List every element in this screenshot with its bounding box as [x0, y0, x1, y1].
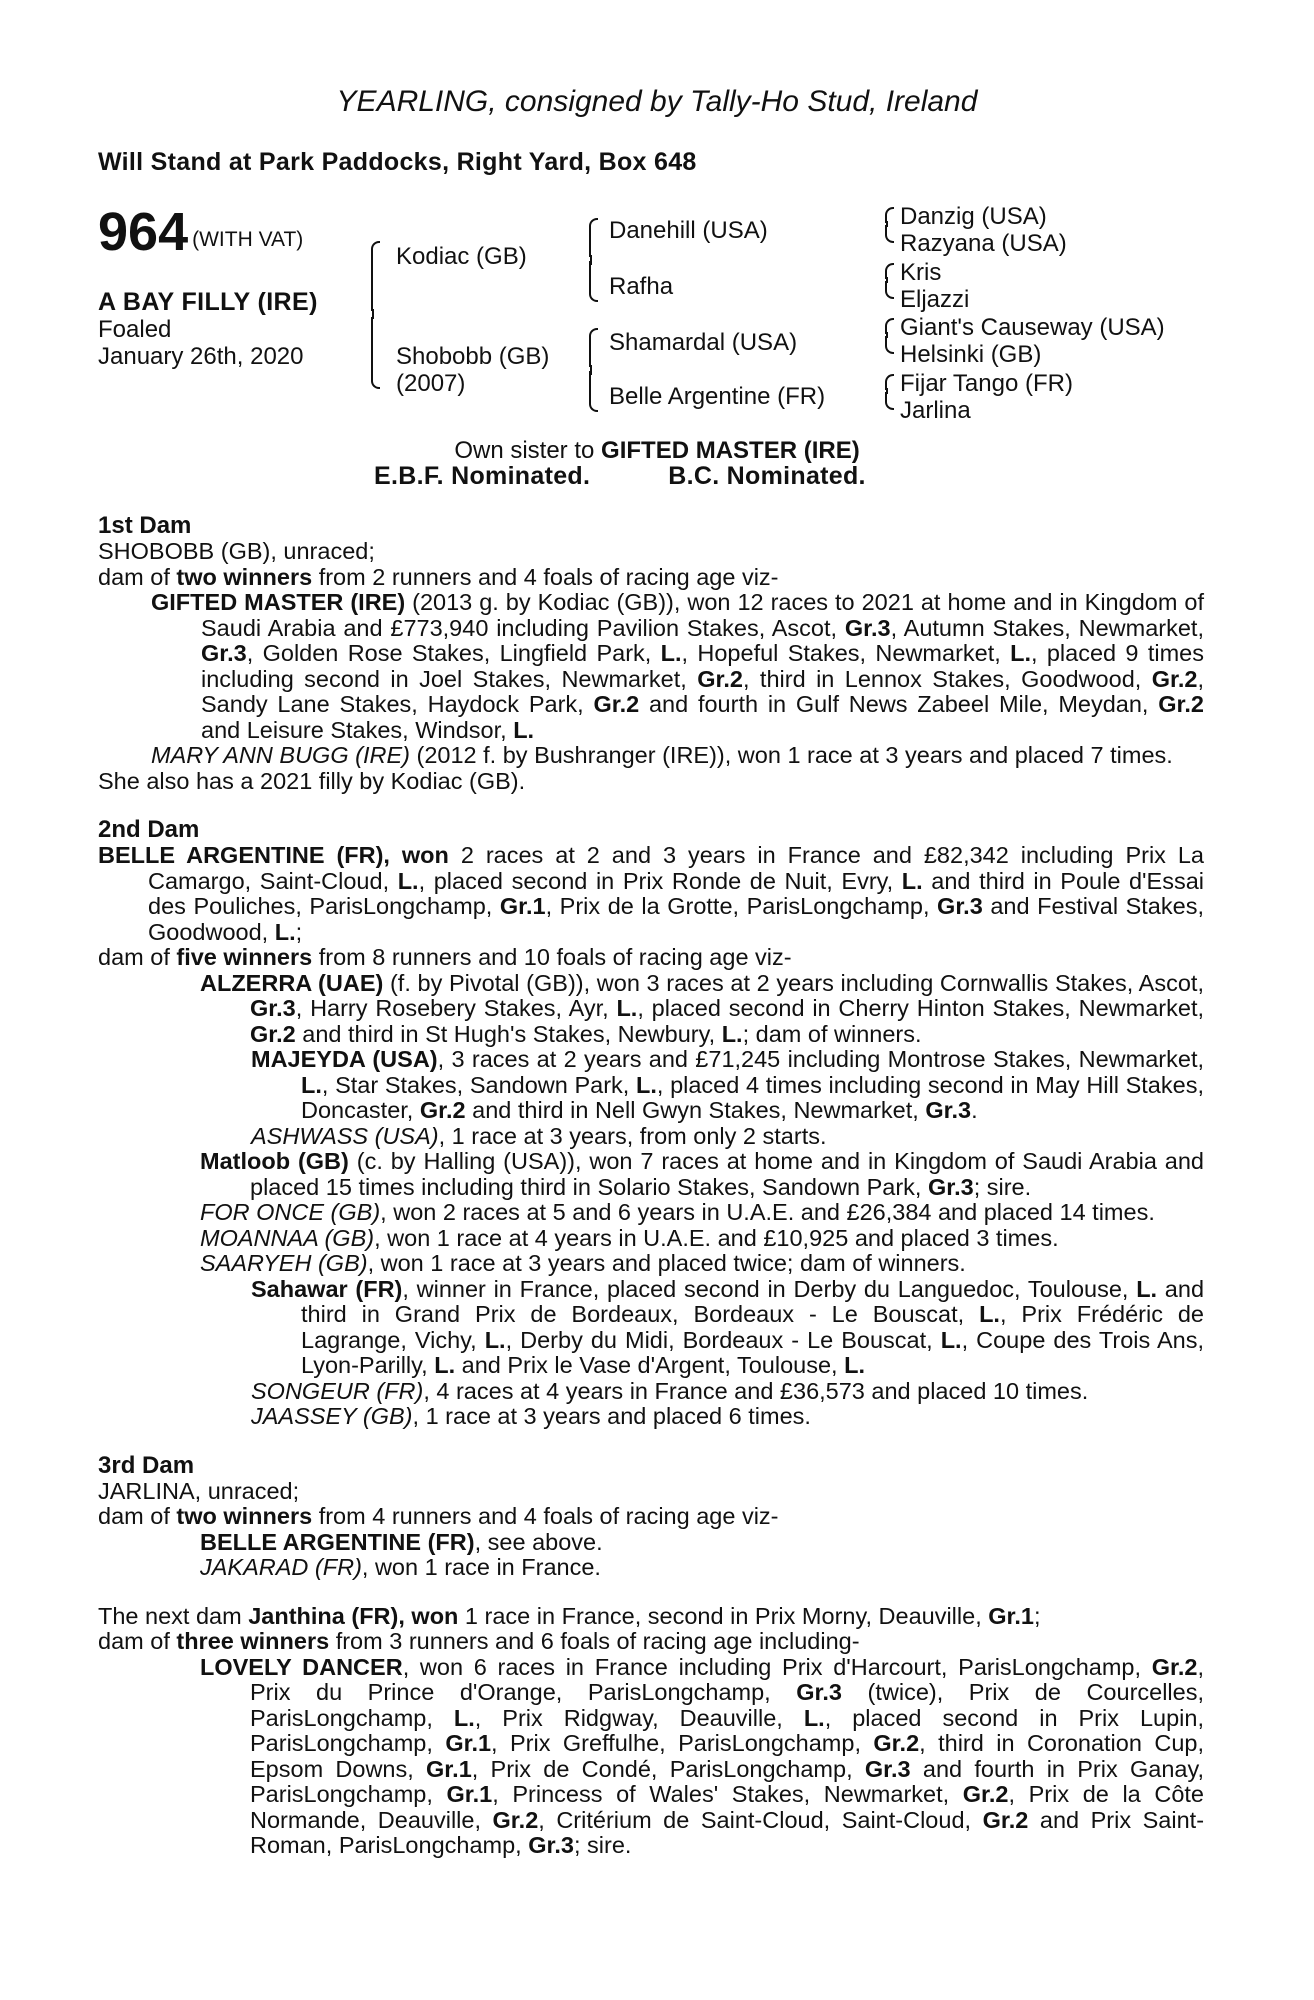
produce-lovely-dancer: LOVELY DANCER, won 6 races in France including Prix d'Harcourt, ParisLongchamp, Gr.2, Prix du Prince d'Orange, ParisLongchamp, Gr.3 (twice), Prix de Courcelles, ParisLongchamp, L., Prix Ridgway, Deauville, L., placed second in Prix Lupin, ParisLongchamp, Gr.1, Prix Greffulhe, ParisLongchamp, Gr.2, third in Coronation Cup, Epsom Downs, Gr.1, Prix de Condé, ParisLongchamp, Gr.3 and fourth in Prix Ganay, ParisLongchamp, Gr.1, Princess of Wales' Stakes, Newmarket, Gr.2, Prix de la Côte Normande, Deauville, Gr.2, Critérium de Saint-Cloud, Saint-Cloud, Gr.2 and Prix Saint-Roman, ParisLongchamp, Gr.3; sire. — [200, 1653, 1205, 1858]
first-dam-produce: dam of two winners from 2 runners and 4 foals of racing age viz- — [98, 563, 779, 590]
vat-label: (WITH VAT) — [192, 228, 304, 251]
third-dam-produce: dam of two winners from 4 runners and 4 foals of racing age viz- — [98, 1503, 779, 1529]
own-sister-line — [0, 437, 1314, 464]
dds: Fijar Tango (FR) — [900, 370, 1073, 397]
produce-ashwass: ASHWASS (USA), 1 race at 3 years, from only 2 starts. — [251, 1122, 827, 1149]
produce-jakarad: JAKARAD (FR), won 1 race in France. — [200, 1554, 601, 1580]
produce-alzerra: ALZERRA (UAE) (f. by Pivotal (GB)), won 3 races at 2 years including Cornwallis Stakes, Ascot, Gr.3, Harry Rosebery Stakes, Ayr, L., placed second in Cherry Hinton Stakes, Newmarket, Gr.2 and third in St Hugh's Stakes, Newbury, L.; dam of winners. — [200, 969, 1204, 1047]
lot-number: 964 — [98, 202, 189, 262]
lot-name: A BAY FILLY (IRE) — [98, 288, 318, 316]
first-dam-title: 1st Dam — [98, 512, 192, 539]
produce-belle-argentine: BELLE ARGENTINE (FR), see above. — [200, 1528, 603, 1555]
brace-icon — [880, 207, 892, 243]
first-dam-line: SHOBOBB (GB), unraced; — [98, 538, 375, 564]
brace-icon — [880, 318, 892, 354]
produce-sahawar: Sahawar (FR), winner in France, placed second in Derby du Languedoc, Toulouse, L. and third in Grand Prix de Bordeaux, Bordeaux - Le Bouscat, L., Prix Frédéric de Lagrange, Vichy, L., Derby du Midi, Bordeaux - Le Bouscat, L., Coupe des Trois Ans, Lyon-Parilly, L. and Prix le Vase d'Argent, Toulouse, L. — [251, 1275, 1205, 1378]
dsd: Helsinki (GB) — [900, 341, 1042, 368]
third-dam-title: 3rd Dam — [98, 1451, 195, 1479]
sds: Kris — [900, 259, 942, 286]
ssd: Razyana (USA) — [900, 230, 1067, 257]
produce-matloob: Matloob (GB) (c. by Halling (USA)), won 7 races at home and in Kingdom of Saudi Arabia and placed 15 times including third in Solario Stakes, Sandown Park, Gr.3; sire. — [200, 1148, 1204, 1200]
produce-saaryeh: SAARYEH (GB), won 1 race at 3 years and placed twice; dam of winners. — [200, 1250, 966, 1276]
dam-year: (2007) — [396, 370, 466, 397]
lot-number-block — [98, 204, 303, 260]
produce-songeur: SONGEUR (FR), 4 races at 4 years in France and £36,573 and placed 10 times. — [251, 1377, 1089, 1404]
brace-icon — [366, 241, 378, 389]
bc-nomination: B.C. Nominated. — [668, 462, 866, 490]
dss: Giant's Causeway (USA) — [900, 314, 1165, 341]
own-sister-prefix: Own sister to — [454, 437, 602, 464]
produce-majeyda: MAJEYDA (USA), 3 races at 2 years and £71,245 including Montrose Stakes, Newmarket, L., Star Stakes, Sandown Park, L., placed 4 times including second in May Hill Stakes, Doncaster, Gr.2 and third in Nell Gwyn Stakes, Newmarket, Gr.3. — [251, 1046, 1205, 1123]
sss: Danzig (USA) — [900, 203, 1047, 230]
second-dam-title: 2nd Dam — [98, 816, 200, 843]
produce-moannaa: MOANNAA (GB), won 1 race at 4 years in U.A.E. and £10,925 and placed 3 times. — [200, 1224, 1059, 1251]
foaled-date: January 26th, 2020 — [98, 343, 304, 370]
brace-icon — [584, 328, 596, 412]
dam-sire: Shamardal (USA) — [609, 329, 798, 356]
dam: Shobobb (GB) — [396, 343, 550, 370]
own-sister-name: GIFTED MASTER (IRE) — [601, 437, 860, 464]
produce-gifted-master: GIFTED MASTER (IRE) (2013 g. by Kodiac (GB)), won 12 races to 2021 at home and in Kingdom of Saudi Arabia and £773,940 including Pavilion Stakes, Ascot, Gr.3, Autumn Stakes, Newmarket, Gr.3, Golden Rose Stakes, Lingfield Park, L., Hopeful Stakes, Newmarket, L., placed 9 times including second in Joel Stakes, Newmarket, Gr.2, third in Lennox Stakes, Goodwood, Gr.2, Sandy Lane Stakes, Haydock Park, Gr.2 and fourth in Gulf News Zabeel Mile, Meydan, Gr.2 and Leisure Stakes, Windsor, L. — [151, 589, 1204, 743]
first-dam-also: She also has a 2021 filly by Kodiac (GB). — [98, 767, 526, 794]
page-title: YEARLING, consigned by Tally-Ho Stud, Ireland — [336, 85, 978, 118]
catalogue-body — [98, 513, 1204, 1859]
dam-dam: Belle Argentine (FR) — [609, 383, 826, 410]
brace-icon — [880, 374, 892, 410]
second-dam-produce: dam of five winners from 8 runners and 10 foals of racing age viz- — [98, 944, 792, 970]
nominations — [374, 462, 866, 490]
brace-icon — [880, 263, 892, 299]
third-dam-line: JARLINA, unraced; — [98, 1477, 300, 1504]
next-dam-produce: dam of three winners from 3 runners and 6 foals of racing age including- — [98, 1628, 860, 1654]
sire-dam: Rafha — [609, 273, 674, 300]
foaled-label: Foaled — [98, 316, 172, 343]
sire-sire: Danehill (USA) — [609, 217, 768, 244]
produce-jaassey: JAASSEY (GB), 1 race at 3 years and placed 6 times. — [251, 1403, 811, 1429]
foaled-info — [98, 316, 304, 370]
ddd: Jarlina — [900, 397, 971, 424]
sdd: Eljazzi — [900, 286, 970, 313]
stand-location: Will Stand at Park Paddocks, Right Yard, Box 648 — [98, 148, 697, 176]
ebf-nomination: E.B.F. Nominated. — [374, 462, 591, 490]
next-dam-line: The next dam Janthina (FR), won 1 race in France, second in Prix Morny, Deauville, Gr.1; — [98, 1602, 1041, 1629]
brace-icon — [584, 218, 596, 302]
sire: Kodiac (GB) — [396, 243, 527, 270]
produce-mary-ann-bugg: MARY ANN BUGG (IRE) (2012 f. by Bushranger (IRE)), won 1 race at 3 years and placed 7 times. — [151, 742, 1173, 768]
second-dam-record: BELLE ARGENTINE (FR), won 2 races at 2 and 3 years in France and £82,342 including Prix La Camargo, Saint-Cloud, L., placed second in Prix Ronde de Nuit, Evry, L. and third in Poule d'Essai des Pouliches, ParisLongchamp, Gr.1, Prix de la Grotte, ParisLongchamp, Gr.3 and Festival Stakes, Goodwood, L.; — [98, 842, 1205, 945]
produce-for-once: FOR ONCE (GB), won 2 races at 5 and 6 years in U.A.E. and £26,384 and placed 14 times. — [200, 1199, 1155, 1225]
